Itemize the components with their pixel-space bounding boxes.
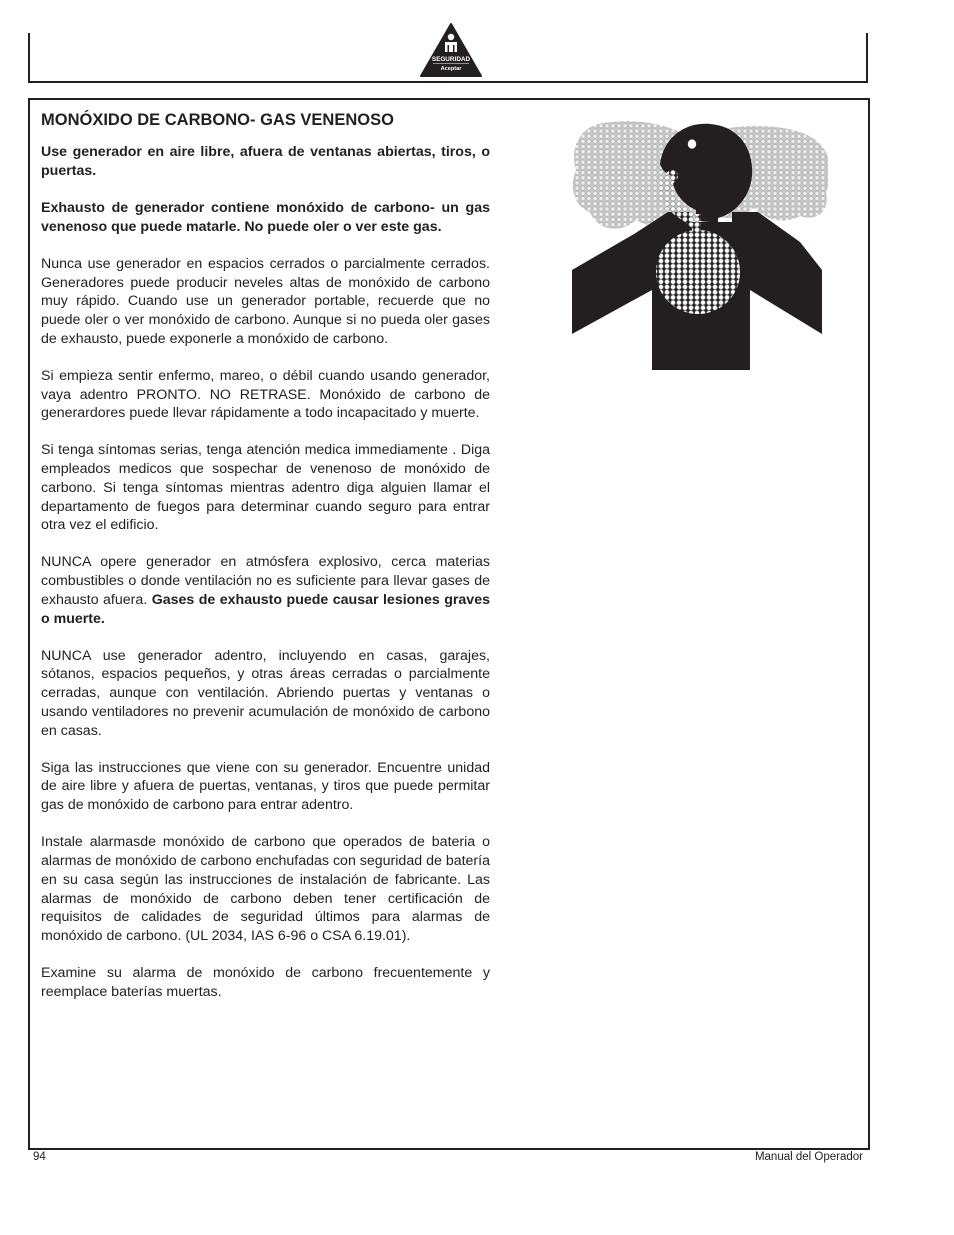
poison-gas-inhalation-icon	[568, 118, 828, 370]
paragraph-text: Exhausto de generador contiene monóxido de carbono- un gas venenoso que puede matarle. No puede oler o ver este gas.	[41, 199, 490, 235]
paragraph-text: Si tenga síntomas serias, tenga atención medica immediamente . Diga empleados medicos que sospechar de venenoso de monóxido de carbono. Si tenga síntomas mientras adentro diga alguien llamar el departamento de fuegos para determinar cuando seguro para entrar otra vez el edificio.	[41, 442, 490, 534]
paragraph	[41, 833, 490, 945]
paragraph	[41, 255, 490, 349]
paragraph-list	[41, 143, 490, 1002]
paragraph	[41, 143, 490, 180]
paragraph-text: Use generador en aire libre, afuera de ventanas abiertas, tiros, o puertas.	[41, 144, 490, 179]
manual-title: Manual del Operador	[754, 1151, 863, 1163]
paragraph-text: Si empieza sentir enfermo, mareo, o débil cuando usando generador, vaya adentro PRONTO. NO RETRASE. Monóxido de carbono de generardores puede llevar rápidamente a todo incapacitado y muerte.	[41, 367, 490, 422]
paragraph-bold-text: Gases de exhausto puede causar lesiones graves o muerte.	[41, 591, 490, 627]
safety-triangle-icon	[419, 22, 483, 78]
paragraph-text: NUNCA opere generador en atmósfera explosivo, cerca materias combustibles o donde ventilación no es suficiente para llevar gases de exhausto afuera.	[41, 554, 490, 608]
page-number: 94	[33, 1151, 46, 1163]
section-content	[41, 110, 490, 1020]
safety-section-box	[28, 98, 870, 1150]
paragraph	[41, 441, 490, 535]
paragraph	[41, 367, 490, 423]
paragraph-text: Nunca use generador en espacios cerrados o parcialmente cerrados. Generadores puede producir neveles altas de monóxido de carbono muy rápido. Cuando use un generador portable, recuerde que no puede oler o ver monóxido de carbono. Aunque si no pueda oler gases de exhausto, puede exponerle a monóxido de carbono.	[41, 255, 490, 347]
paragraph-text: Instale alarmasde monóxido de carbono que operados de bateria o alarmas de monóxido de carbono enchufadas con seguridad de batería en su casa según las instrucciones de instalación de fabricante. Las alarmas de monóxido de carbono deben tener certificación de requisitos de calidades de seguridad últimos para alarmas de monóxido de carbono. (UL 2034, IAS 6-96 o CSA 6.19.01).	[41, 834, 490, 944]
paragraph	[41, 964, 490, 1001]
carbon-monoxide-hazard-illustration	[568, 118, 828, 370]
paragraph	[41, 759, 490, 815]
badge-text-aceptar: Aceptar	[440, 66, 462, 72]
safety-alert-badge	[419, 22, 483, 78]
paragraph	[41, 553, 490, 628]
paragraph	[41, 199, 490, 236]
badge-text-seguridad: SEGURIDAD	[431, 56, 471, 63]
paragraph-text: NUNCA use generador adentro, incluyendo en casas, garajes, sótanos, espacios pequeños, y otras áreas cerradas o parcialmente cerradas, aunque con ventilación. Abriendo puertas y ventanas o usando ventiladores no prevenir acumulación de monóxido de carbono en casas.	[41, 647, 490, 739]
paragraph-text: Examine su alarma de monóxido de carbono frecuentemente y reemplace baterías muertas.	[41, 965, 490, 1000]
paragraph-text: Siga las instrucciones que viene con su generador. Encuentre unidad de aire libre y afuera de puertas, ventanas, y tiros que puede permitar gas de monóxido de carbono para entrar adentro.	[41, 759, 490, 814]
section-title: MONÓXIDO DE CARBONO- GAS VENENOSO	[41, 111, 394, 129]
paragraph	[41, 647, 490, 741]
